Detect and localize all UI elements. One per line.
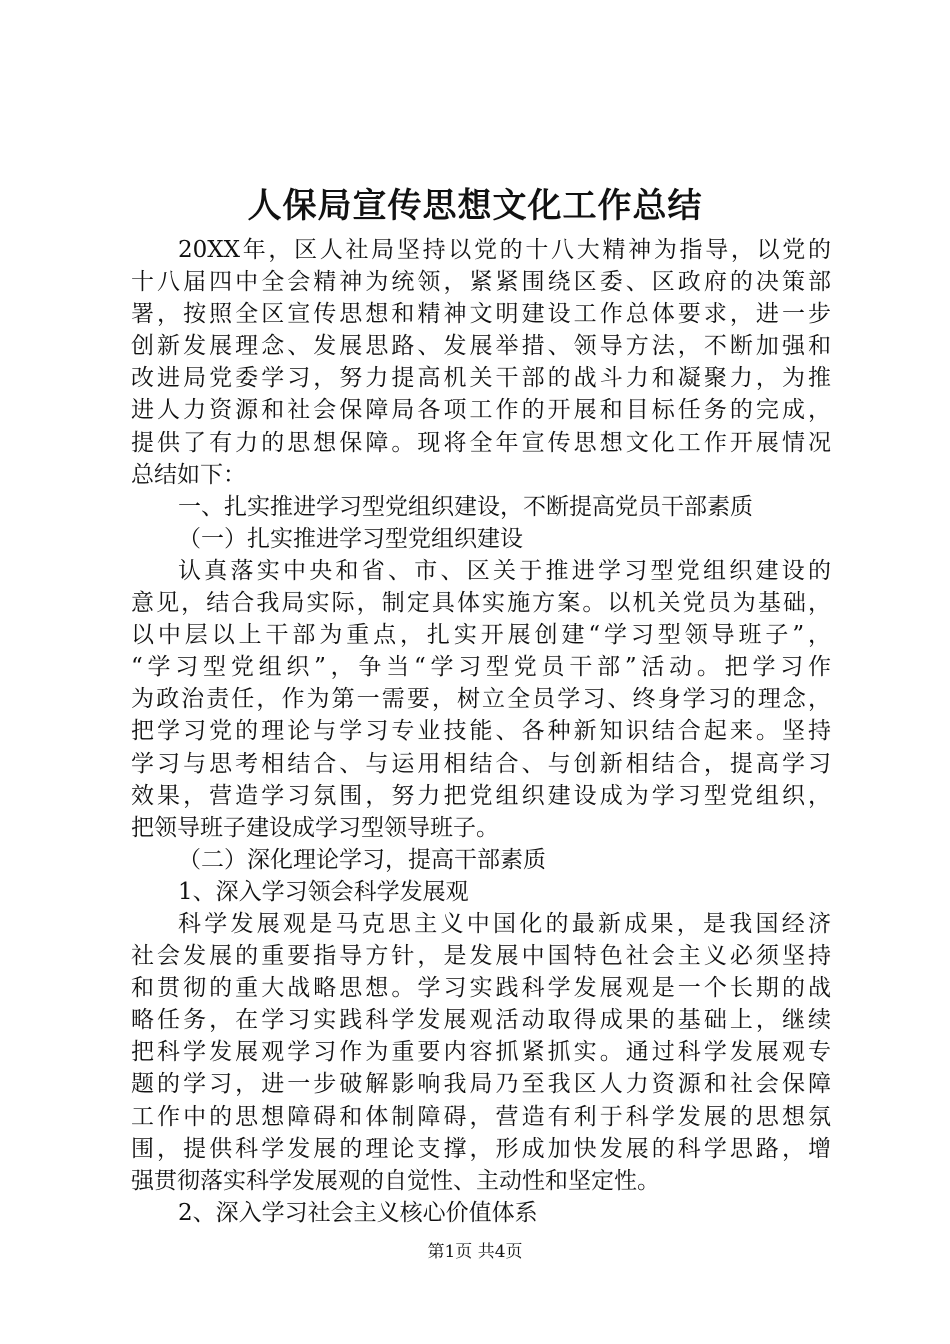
paragraph-line: 科学发展观是马克思主义中国化的最新成果，是我国经济 <box>178 910 831 937</box>
paragraph-line: 创新发展理念、发展思路、发展举措、领导方法，不断加强和 <box>131 333 831 360</box>
section-heading: 一、扎实推进学习型党组织建设，不断提高党员干部素质 <box>178 493 753 520</box>
paragraph-line: 工作中的思想障碍和体制障碍，营造有利于科学发展的思想氛 <box>131 1103 831 1130</box>
document-body <box>131 234 831 1229</box>
paragraph-line: 社会发展的重要指导方针，是发展中国特色社会主义必须坚持 <box>131 943 831 970</box>
paragraph-line: 20XX年，区人社局坚持以党的十八大精神为指导，以党的 <box>178 237 831 263</box>
paragraph-line: 进人力资源和社会保障局各项工作的开展和目标任务的完成， <box>131 397 831 424</box>
document-title: 人保局宣传思想文化工作总结 <box>247 186 703 226</box>
paragraph-line: 改进局党委学习，努力提高机关干部的战斗力和凝聚力，为推 <box>131 365 831 392</box>
subsection-heading: （二）深化理论学习，提高干部素质 <box>178 846 546 873</box>
paragraph-line: 题的学习，进一步破解影响我局乃至我区人力资源和社会保障 <box>131 1071 831 1098</box>
paragraph-line: 署，按照全区宣传思想和精神文明建设工作总体要求，进一步 <box>131 301 831 328</box>
paragraph-line: 提供了有力的思想保障。现将全年宣传思想文化工作开展情况 <box>131 429 831 456</box>
paragraph-line: 强贯彻落实科学发展观的自觉性、主动性和坚定性。 <box>131 1167 660 1194</box>
paragraph-line: 意见，结合我局实际，制定具体实施方案。以机关党员为基础， <box>131 590 831 617</box>
paragraph-line: “学习型党组织”，争当“学习型党员干部”活动。把学习作 <box>131 654 831 681</box>
item-heading: 2、深入学习社会主义核心价值体系 <box>178 1199 538 1226</box>
paragraph-line: 把学习党的理论与学习专业技能、各种新知识结合起来。坚持 <box>131 718 831 745</box>
subsection-heading: （一）扎实推进学习型党组织建设 <box>178 525 523 552</box>
page-number-footer: 第1页 共4页 <box>427 1242 523 1262</box>
paragraph-line: 围，提供科学发展的理论支撑，形成加快发展的科学思路，增 <box>131 1135 831 1162</box>
paragraph-line: 认真落实中央和省、市、区关于推进学习型党组织建设的 <box>178 557 831 584</box>
paragraph-line: 十八届四中全会精神为统领，紧紧围绕区委、区政府的决策部 <box>131 269 831 296</box>
paragraph-line: 总结如下： <box>131 461 246 488</box>
paragraph-line: 略任务，在学习实践科学发展观活动取得成果的基础上，继续 <box>131 1007 831 1034</box>
paragraph-line: 以中层以上干部为重点，扎实开展创建“学习型领导班子”， <box>131 622 831 649</box>
paragraph-line: 把科学发展观学习作为重要内容抓紧抓实。通过科学发展观专 <box>131 1039 831 1066</box>
paragraph-line: 把领导班子建设成学习型领导班子。 <box>131 814 499 841</box>
paragraph-line: 学习与思考相结合、与运用相结合、与创新相结合，提高学习 <box>131 750 831 777</box>
item-heading: 1、深入学习领会科学发展观 <box>178 878 469 905</box>
paragraph-line: 为政治责任，作为第一需要，树立全员学习、终身学习的理念， <box>131 686 831 713</box>
paragraph-line: 效果，营造学习氛围，努力把党组织建设成为学习型党组织， <box>131 782 831 809</box>
paragraph-line: 和贯彻的重大战略思想。学习实践科学发展观是一个长期的战 <box>131 975 831 1002</box>
